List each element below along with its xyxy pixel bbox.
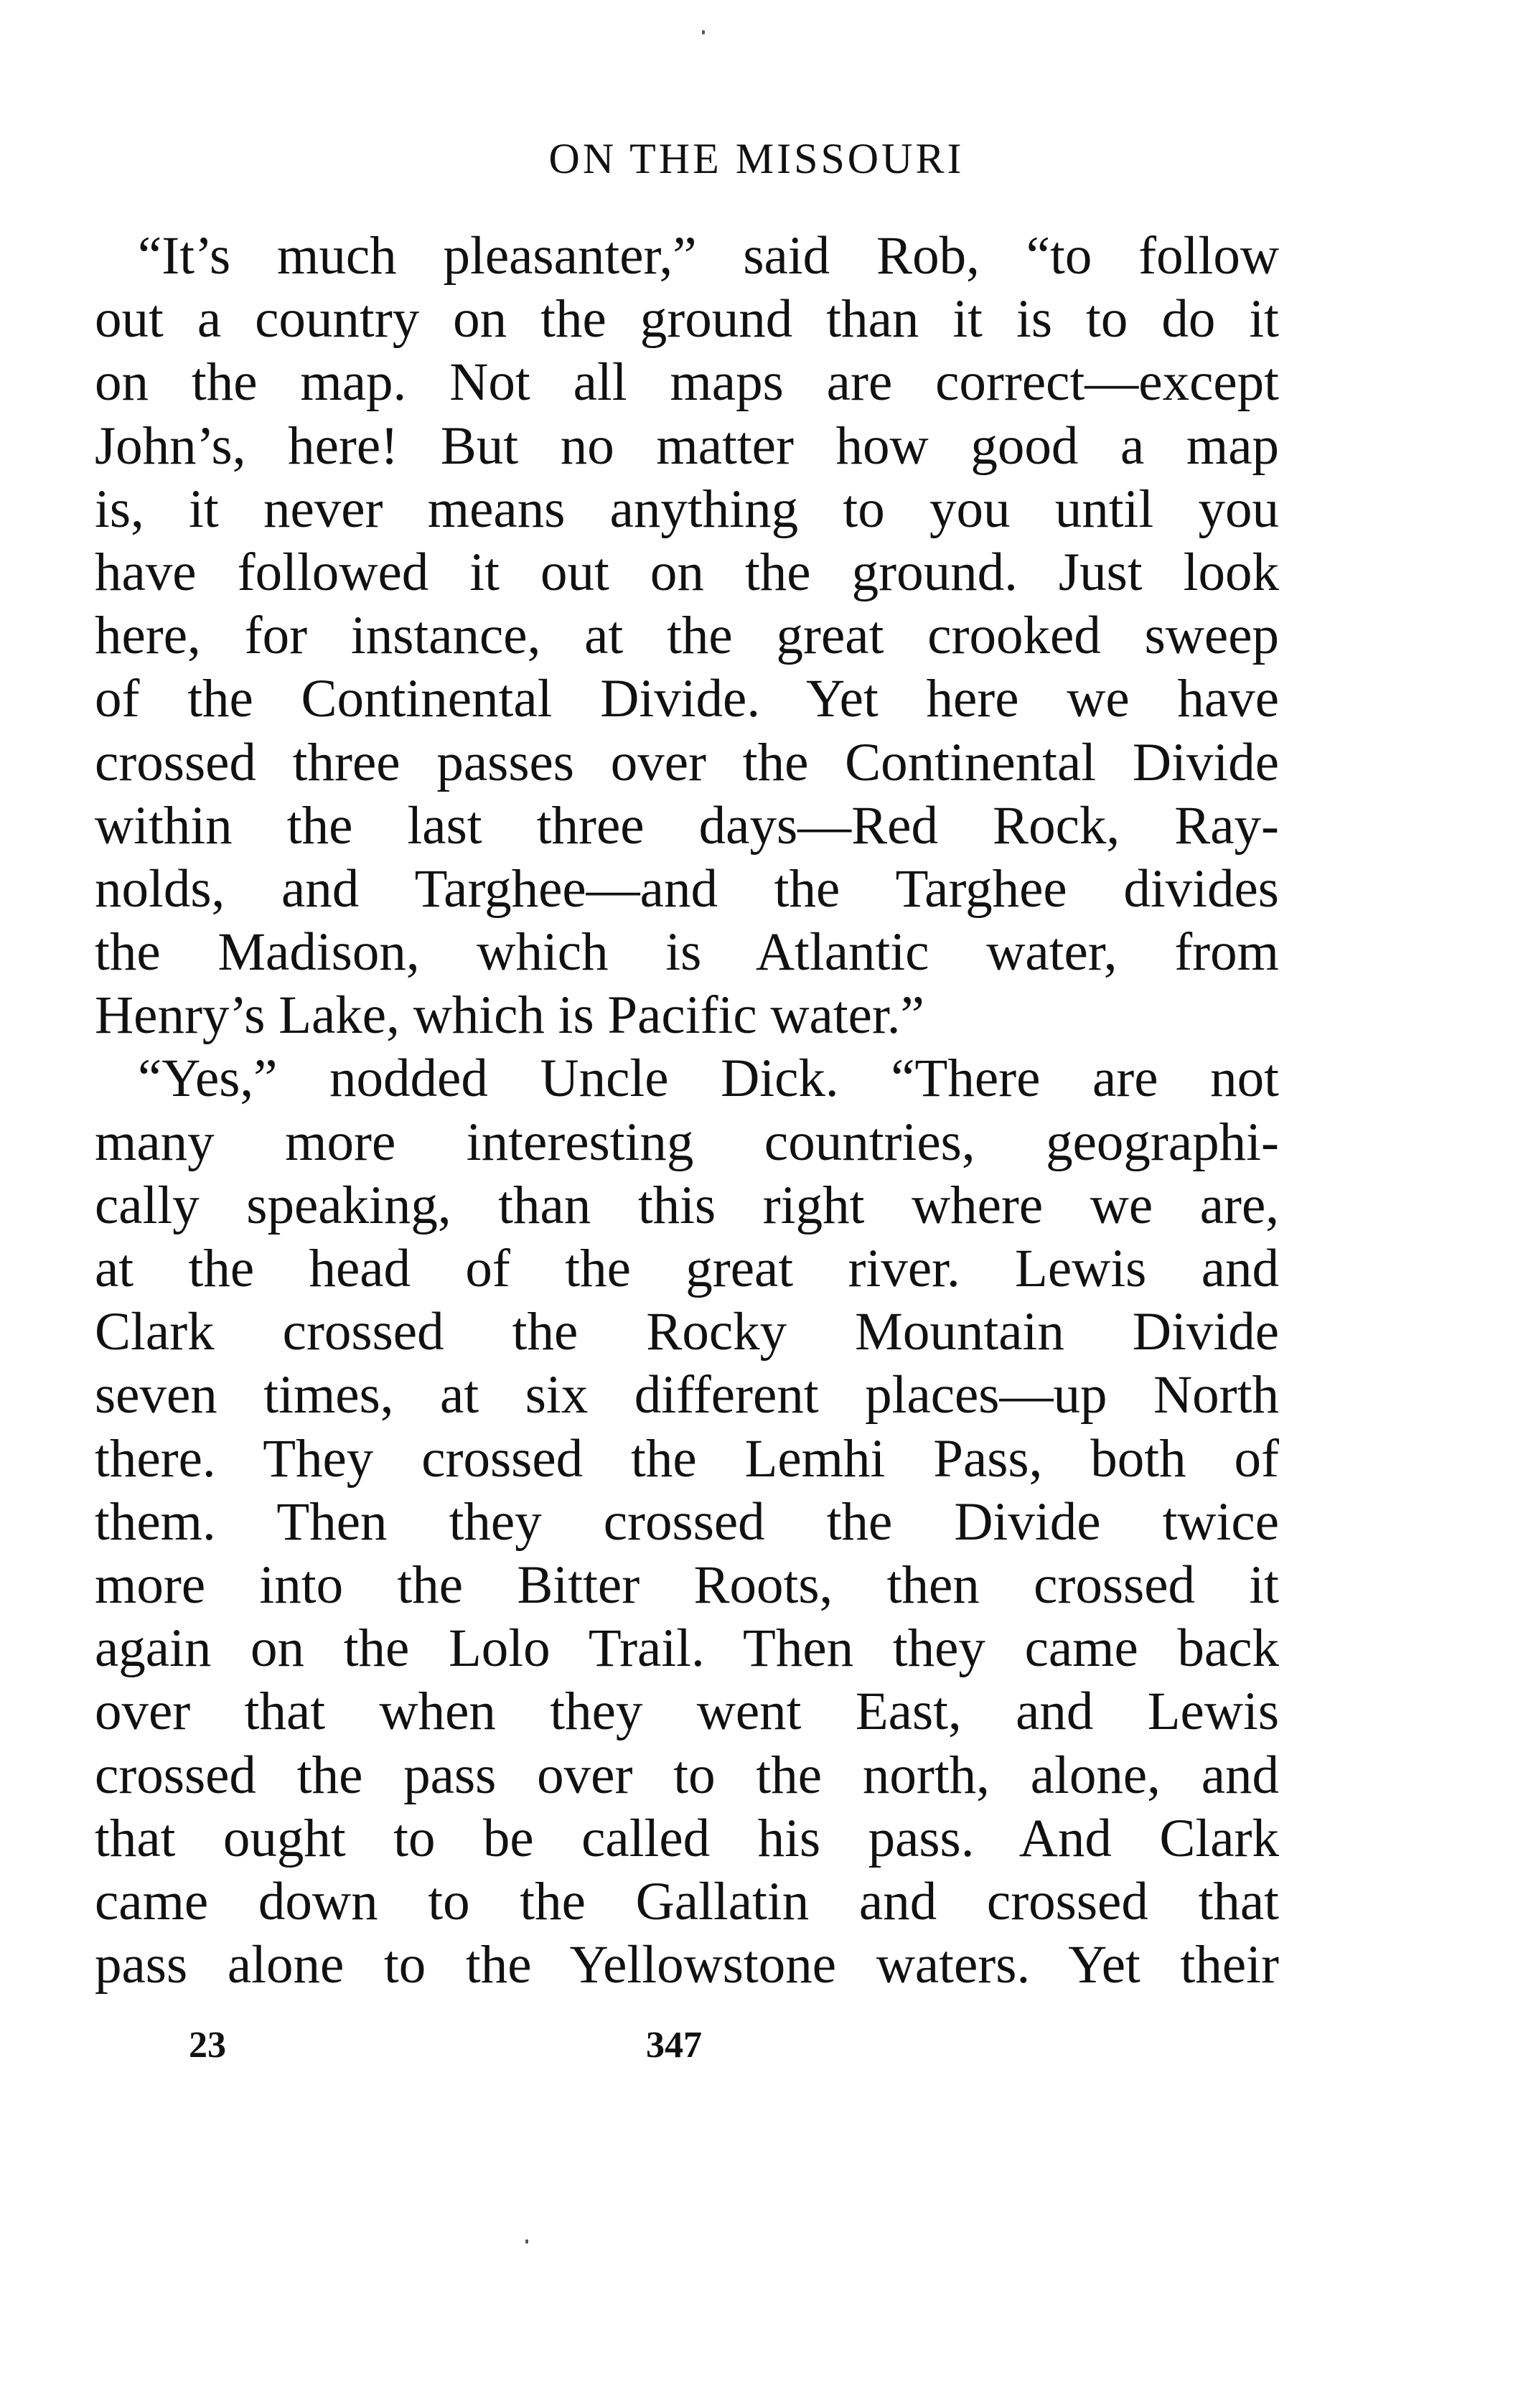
- text-line: of the Continental Divide. Yet here we have: [95, 669, 1279, 729]
- text-line: “It’s much pleasanter,” said Rob, “to follow: [138, 226, 1279, 286]
- text-line: nolds, and Targhee—and the Targhee divides: [95, 858, 1279, 919]
- paragraph-1: [95, 225, 1279, 1047]
- text-line: cally speaking, than this right where we are,: [95, 1175, 1279, 1235]
- text-line: is, it never means anything to you until you: [95, 479, 1279, 539]
- text-line: the Madison, which is Atlantic water, from: [95, 922, 1279, 983]
- text-line: on the map. Not all maps are correct—except: [95, 352, 1279, 413]
- running-head: ON THE MISSOURI: [548, 135, 965, 182]
- text-line: that ought to be called his pass. And Clark: [95, 1808, 1279, 1868]
- text-line: seven times, at six different places—up North: [95, 1365, 1279, 1425]
- paragraph-2: [95, 1047, 1279, 1997]
- text-line: at the head of the great river. Lewis and: [95, 1239, 1279, 1298]
- text-line: there. They crossed the Lemhi Pass, both of: [95, 1428, 1279, 1489]
- page-number: 347: [646, 2025, 702, 2066]
- text-line: within the last three days—Red Rock, Ray-: [95, 795, 1279, 856]
- body-text: [95, 225, 1279, 1997]
- ink-speck-top: [702, 30, 705, 34]
- ink-speck-bottom: [525, 2239, 528, 2244]
- text-line: crossed the pass over to the north, alone, and: [95, 1745, 1279, 1805]
- text-line: again on the Lolo Trail. Then they came back: [95, 1618, 1279, 1679]
- text-line: John’s, here! But no matter how good a map: [95, 416, 1279, 476]
- text-line: Henry’s Lake, which is Pacific water.”: [95, 985, 924, 1046]
- text-line: pass alone to the Yellowstone waters. Yet their: [95, 1935, 1279, 1995]
- text-line: have followed it out on the ground. Just look: [95, 542, 1279, 602]
- text-line: more into the Bitter Roots, then crossed it: [95, 1555, 1279, 1615]
- text-line: them. Then they crossed the Divide twice: [95, 1491, 1279, 1552]
- text-line: Clark crossed the Rocky Mountain Divide: [95, 1302, 1279, 1362]
- signature-mark: 23: [189, 2025, 226, 2066]
- text-line: out a country on the ground than it is to do it: [95, 289, 1279, 350]
- text-line: “Yes,” nodded Uncle Dick. “There are not: [138, 1049, 1279, 1109]
- text-line: crossed three passes over the Continental Divide: [95, 732, 1279, 792]
- text-line: over that when they went East, and Lewis: [95, 1682, 1279, 1742]
- text-line: many more interesting countries, geographi-: [95, 1112, 1279, 1172]
- text-line: here, for instance, at the great crooked sweep: [95, 606, 1279, 666]
- text-line: came down to the Gallatin and crossed that: [95, 1871, 1279, 1931]
